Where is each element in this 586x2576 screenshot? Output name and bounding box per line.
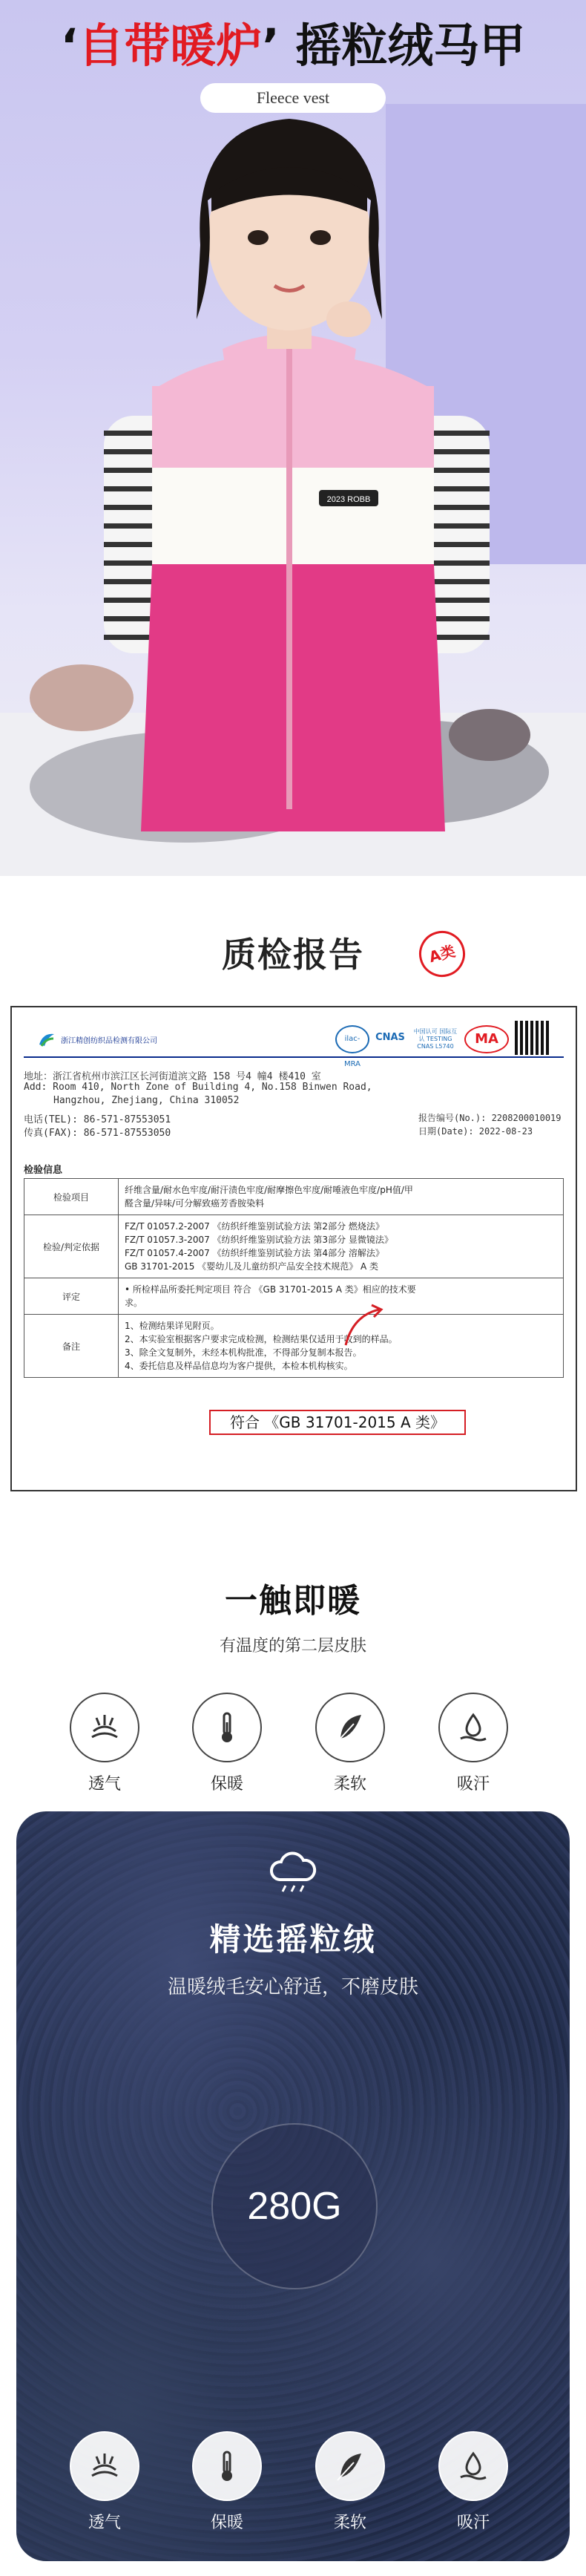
feature-label: 柔软 — [333, 1775, 366, 1794]
cloud-icon — [263, 1841, 323, 1900]
feature-warm — [190, 2431, 264, 2533]
table-row — [24, 1215, 564, 1278]
row-key: 评定 — [24, 1278, 119, 1315]
row-line: 2、本实验室根据客户要求完成检测，检测结果仅适用于收到的样品。 — [125, 1334, 398, 1344]
breathable-icon — [70, 2431, 139, 2501]
org-logo-icon — [37, 1030, 56, 1049]
table-row — [24, 1278, 564, 1315]
report-number: 报告编号(No.): 2208200010019 — [418, 1113, 562, 1123]
row-line: 1、检测结果详见附页。 — [125, 1321, 220, 1331]
verdict-box: 符合 《GB 31701-2015 A 类》 — [209, 1410, 466, 1435]
feature-label: 吸汗 — [456, 2514, 490, 2532]
row-line: FZ/T 01057.4-2007 《纺织纤维鉴别试验方法 第4部分 溶解法》 — [125, 1248, 384, 1258]
row-line: 4、委托信息及样品信息均为客户提供，本检本机构核实。 — [125, 1361, 353, 1371]
fax: 传真(FAX): 86-571-87553050 — [24, 1128, 171, 1139]
hero-title — [0, 16, 586, 76]
cnas-logo-icon: CNAS — [375, 1032, 405, 1043]
title-highlight: 自带暖炉 — [78, 19, 263, 73]
fleece-feature-icons-row — [16, 2431, 570, 2543]
feature-label: 吸汗 — [456, 1775, 490, 1794]
row-line: GB 31701-2015 《婴幼儿及儿童纺织产品安全技术规范》 A 类 — [125, 1261, 379, 1272]
row-line: • 所检样品所委托判定项目 符合 《GB 31701-2015 A 类》相应的技术要 — [125, 1284, 416, 1295]
inspection-report-document — [10, 1006, 577, 1491]
feature-label: 柔软 — [333, 2514, 366, 2532]
grade-a-stamp-icon: A类 — [414, 926, 470, 982]
hero-banner — [0, 0, 586, 876]
title-quote-open: ‘ — [60, 19, 79, 73]
feather-icon — [315, 1693, 385, 1762]
droplet-icon — [438, 2431, 508, 2501]
fleece-material-panel — [16, 1811, 570, 2561]
ilac-mra-logo-icon: ilac-MRA — [335, 1025, 369, 1053]
report-date: 日期(Date): 2022-08-23 — [418, 1126, 533, 1137]
table-row — [24, 1179, 564, 1215]
title-quote-close: ’ — [262, 19, 280, 73]
row-line: FZ/T 01057.3-2007 《纺织纤维鉴别试验方法 第3部分 显微镜法》 — [125, 1235, 393, 1245]
report-header — [24, 1019, 564, 1068]
feature-label: 透气 — [88, 2514, 121, 2532]
feature-sweat-absorb — [436, 2431, 510, 2533]
row-key: 备注 — [24, 1315, 119, 1378]
qr-code-icon — [515, 1021, 550, 1055]
tel: 电话(TEL): 86-571-87553051 — [24, 1114, 171, 1125]
feature-sweat-absorb — [436, 1693, 510, 1794]
inspection-table — [24, 1178, 564, 1378]
subtitle-pill: Fleece vest — [200, 83, 386, 113]
row-value — [119, 1215, 564, 1278]
row-line: 纤维含量/耐水色牢度/耐汗渍色牢度/耐摩擦色牢度/耐唾液色牢度/pH值/甲 — [125, 1185, 413, 1195]
feature-label: 透气 — [88, 1775, 121, 1794]
feature-icons-row — [0, 1693, 586, 1804]
row-line: 求。 — [125, 1298, 143, 1308]
fleece-subtitle: 温暖绒毛安心舒适，不磨皮肤 — [167, 1976, 418, 1998]
row-line: FZ/T 01057.2-2007 《纺织纤维鉴别试验方法 第2部分 燃烧法》 — [125, 1221, 384, 1232]
warm-section-subtitle: 有温度的第二层皮肤 — [219, 1637, 366, 1655]
row-line: 3、除全文复制外，未经本机构批准，不得部分复制本报告。 — [125, 1347, 362, 1358]
breathable-icon — [70, 1693, 139, 1762]
cnas-testing-logo-icon — [412, 1025, 458, 1050]
fleece-title: 精选摇粒绒 — [209, 1921, 377, 1958]
feature-label: 保暖 — [210, 1775, 243, 1794]
warm-section-title: 一触即暖 — [225, 1582, 361, 1620]
org-name: 浙江精创纺织品检测有限公司 — [61, 1037, 157, 1045]
title-rest: 摇粒绒马甲 — [295, 19, 526, 73]
svg-text:2023 ROBB: 2023 ROBB — [326, 495, 371, 504]
feature-soft — [313, 2431, 387, 2533]
report-section-title: 质检报告 — [222, 935, 364, 975]
droplet-icon — [438, 1693, 508, 1762]
thermometer-icon — [192, 1693, 262, 1762]
row-key: 检验项目 — [24, 1179, 119, 1215]
row-value — [119, 1179, 564, 1215]
product-photo-girl-in-vest — [0, 0, 586, 876]
inspection-info-label: 检验信息 — [24, 1165, 63, 1176]
table-row — [24, 1315, 564, 1378]
thermometer-icon — [192, 2431, 262, 2501]
fabric-weight-badge: 280G — [211, 2123, 378, 2289]
cnas-testing-text: 中国认可 国际互认 TESTING CNAS L5740 — [413, 1028, 458, 1050]
feature-breathable — [68, 1693, 142, 1794]
row-key: 检验/判定依据 — [24, 1215, 119, 1278]
feather-icon — [315, 2431, 385, 2501]
address-en-line2: Hangzhou, Zhejiang, China 310052 — [53, 1095, 240, 1106]
feature-warm — [190, 1693, 264, 1794]
feature-breathable — [68, 2431, 142, 2533]
address-cn: 地址：浙江省杭州市滨江区长河街道滨文路 158 号4 幢4 楼410 室 — [24, 1071, 321, 1082]
feature-label: 保暖 — [210, 2514, 243, 2532]
row-line: 醛含量/异味/可分解致癌芳香胺染料 — [125, 1198, 265, 1209]
feature-soft — [313, 1693, 387, 1794]
cma-logo-icon: MA — [464, 1025, 509, 1053]
address-en-line1: Add: Room 410, North Zone of Building 4, No.158 Binwen Road, — [24, 1082, 372, 1093]
highlight-arrow-icon — [338, 1301, 390, 1353]
